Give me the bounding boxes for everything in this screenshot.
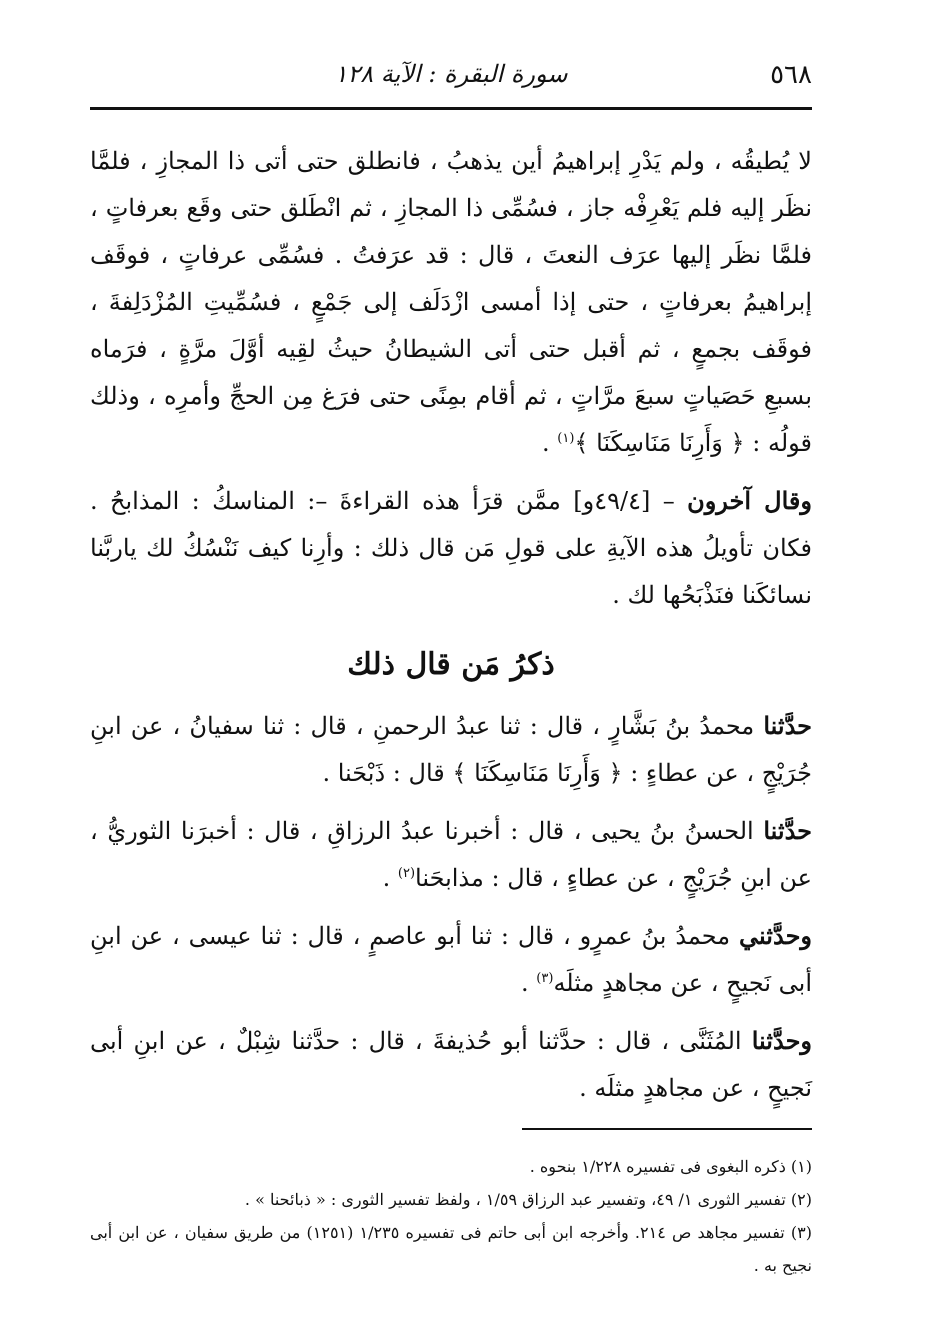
footnote-rule bbox=[522, 1128, 812, 1130]
main-text bbox=[90, 138, 812, 1112]
narration-4 bbox=[90, 1017, 812, 1112]
narration-2-end: . bbox=[382, 864, 391, 892]
manuscript-reference: – [٤٩/٤و] bbox=[573, 487, 675, 515]
paragraph-2-text: ممَّن قرَأ هذه القراءةَ –: المناسكُ : المذابحُ . فكان تأويلُ هذه الآيةِ على قولِ مَن قال ذلك : وأرِنا كيف نَنْسُكُ لك ياربَّنا نسائكَنا فنَذْبَحُها لك . bbox=[90, 487, 812, 609]
footnote-marker: (١) bbox=[557, 431, 575, 446]
header-rule bbox=[90, 107, 812, 110]
narration-1-end: قال : ذَبْحَنا . bbox=[322, 759, 445, 787]
narration-1 bbox=[90, 702, 812, 797]
narration-2 bbox=[90, 807, 812, 902]
quran-quote: ﴿ وَأَرِنَا مَنَاسِكَنَا ﴾ bbox=[452, 759, 623, 787]
running-title: سورة البقرة : الآية ١٢٨ bbox=[334, 60, 568, 88]
footnote-marker: (٣) bbox=[536, 971, 554, 986]
footnote-1: (١) ذكره البغوى فى تفسيره ١/٢٢٨ بنحوه . bbox=[529, 1157, 812, 1176]
paragraph-2 bbox=[90, 477, 812, 619]
paragraph-2-lead: وقال آخرون bbox=[687, 486, 812, 515]
narration-2-text: الحسنُ بنُ يحيى ، قال : أخبرنا عبدُ الرزاقِ ، قال : أخبرَنا الثوريُّ ، عن ابنِ جُرَيْجٍ ، عن عطاءٍ ، قال : مذابحَنا bbox=[90, 817, 812, 892]
footnote-marker: (٢) bbox=[397, 866, 416, 881]
page-number: ٥٦٨ bbox=[770, 60, 812, 90]
narration-3 bbox=[90, 912, 812, 1007]
paragraph-1 bbox=[90, 138, 812, 467]
narration-3-lead: وحدَّثني bbox=[739, 921, 812, 950]
footnote-2: (٢) تفسير الثورى ١/ ٤٩، وتفسير عبد الرزاق ١/٥٩ ، ولفظ تفسير الثورى : « ذبائحنا » . bbox=[244, 1190, 812, 1209]
narration-4-text: المُثَنَّى ، قال : حدَّثنا أبو حُذيفةَ ، قال : حدَّثنا شِبْلٌ ، عن ابنِ أبى نَجيحٍ ، عن مجاهدٍ مثلَه . bbox=[90, 1027, 812, 1102]
narration-2-lead: حدَّثنا bbox=[763, 816, 812, 845]
quran-quote: ﴿ وَأَرِنَا مَنَاسِكَنَا ﴾ bbox=[574, 429, 745, 457]
narration-1-text: محمدُ بنُ بَشَّارٍ ، قال : ثنا عبدُ الرحمنِ ، قال : ثنا سفيانُ ، عن ابنِ جُرَيْجٍ ، عن عطاءٍ : bbox=[90, 712, 812, 787]
section-heading: ذكرُ مَن قال ذلك bbox=[347, 647, 555, 682]
paragraph-1-end: . bbox=[541, 429, 550, 457]
paragraph-1-text: لا يُطيقُه ، ولم يَدْرِ إبراهيمُ أين يذهبُ ، فانطلق حتى أتى ذا المجازِ ، فلمَّا نظَر إليه فلم يَعْرِفْه جاز ، فسُمِّى ذا المجازِ ، ثم انْطَلق حتى وقَع بعرفاتٍ ، فلمَّا نظَر إليها عرَف النعتَ ، قال : قد عرَفتُ . فسُمِّى عرفاتٍ ، فوقَف إبراهيمُ بعرفاتٍ ، حتى إذا أمسى ازْدَلَف إلى جَمْعٍ ، فسُمِّيتِ المُزْدَلِفةَ ، فوقَف بجمعٍ ، ثم أقبل حتى أتى الشيطانُ حيثُ لقِيه أوَّلَ مرَّةٍ ، فرَماه بسبعِ حَصَياتٍ سبعَ مرَّاتٍ ، ثم أقام بمِنًى حتى فرَغ مِن الحجِّ وأمرِه ، وذلك قولُه : bbox=[90, 147, 812, 457]
footnotes bbox=[90, 1150, 812, 1282]
narration-4-lead: وحدَّثنا bbox=[751, 1026, 812, 1055]
page-header bbox=[90, 52, 812, 102]
narration-1-lead: حدَّثنا bbox=[763, 711, 812, 740]
narration-3-end: . bbox=[521, 969, 529, 997]
narration-3-text: محمدُ بنُ عمرٍو ، قال : ثنا أبو عاصمٍ ، قال : ثنا عيسى ، عن ابنِ أبى نَجيحٍ ، عن مجاهدٍ مثلَه bbox=[90, 922, 812, 997]
footnote-3: (٣) تفسير مجاهد ص ٢١٤. وأخرجه ابن أبى حاتم فى تفسيره ١/٢٣٥ (١٢٥١) من طريق سفيان ، عن ابن أبى نجيح به . bbox=[90, 1223, 813, 1275]
